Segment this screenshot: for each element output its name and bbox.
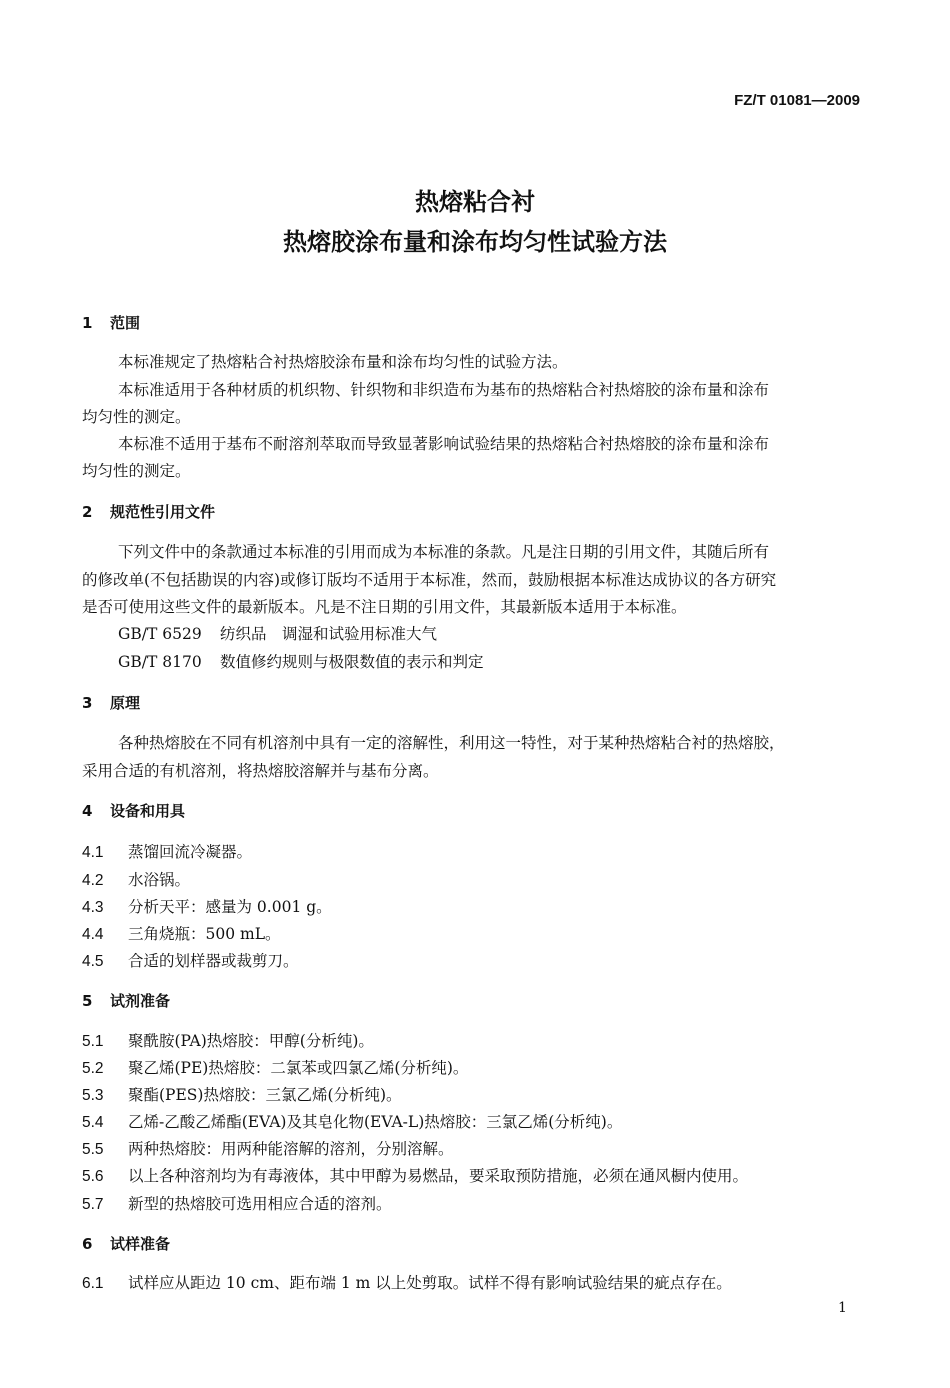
list-item — [82, 895, 332, 917]
list-item — [82, 1083, 402, 1105]
paragraph-continuation: 采用合适的有机溶剂，将热熔胶溶解并与基布分离。 — [82, 762, 439, 780]
list-item — [82, 1192, 392, 1214]
item-number: 4.1 — [82, 844, 104, 861]
section-heading-2 — [82, 501, 215, 522]
list-item — [82, 840, 252, 862]
section-number: 4 — [82, 802, 93, 820]
item-text: 以上各种溶剂均为有毒液体，其中甲醇为易燃品，要采取预防措施，必须在通风橱内使用。 — [128, 1167, 749, 1185]
list-item — [82, 1271, 732, 1293]
reference-code: GB/T 8170 — [118, 653, 202, 671]
item-text: 蒸馏回流冷凝器。 — [128, 843, 253, 861]
item-text: 乙烯-乙酸乙烯酯(EVA)及其皂化物(EVA-L)热熔胶：三氯乙烯(分析纯)。 — [128, 1113, 623, 1131]
section-heading-6 — [82, 1233, 170, 1254]
section-title: 规范性引用文件 — [110, 503, 216, 521]
list-item — [82, 1110, 622, 1132]
item-text: 合适的划样器或裁剪刀。 — [128, 952, 299, 970]
reference-title: 数值修约规则与极限数值的表示和判定 — [220, 653, 484, 671]
section-title: 试剂准备 — [110, 992, 171, 1010]
section-number: 1 — [82, 314, 93, 332]
section-number: 5 — [82, 992, 93, 1010]
item-number: 4.3 — [82, 899, 104, 916]
item-text: 聚酯(PES)热熔胶：三氯乙烯(分析纯)。 — [128, 1086, 402, 1104]
section-heading-5 — [82, 990, 170, 1011]
document-title-line2: 热熔胶涂布量和涂布均匀性试验方法 — [283, 228, 667, 256]
list-item — [82, 1137, 454, 1159]
standard-number: FZ/T 01081—2009 — [734, 92, 860, 109]
item-number: 5.7 — [82, 1196, 104, 1213]
item-text: 聚乙烯(PE)热熔胶：二氯苯或四氯乙烯(分析纯)。 — [128, 1059, 469, 1077]
section-number: 3 — [82, 694, 93, 712]
paragraph: 本标准适用于各种材质的机织物、针织物和非织造布为基布的热熔粘合衬热熔胶的涂布量和涂布 — [118, 381, 770, 399]
section-heading-4 — [82, 800, 185, 821]
section-title: 试样准备 — [110, 1235, 171, 1253]
item-number: 5.2 — [82, 1060, 104, 1077]
item-number: 4.5 — [82, 953, 104, 970]
list-item — [82, 949, 299, 971]
page-number: 1 — [838, 1300, 847, 1316]
paragraph: 下列文件中的条款通过本标准的引用而成为本标准的条款。凡是注日期的引用文件，其随后所有 — [118, 543, 770, 561]
item-number: 5.1 — [82, 1033, 104, 1050]
section-heading-3 — [82, 692, 140, 713]
item-number: 5.3 — [82, 1087, 104, 1104]
paragraph: 本标准规定了热熔粘合衬热熔胶涂布量和涂布均匀性的试验方法。 — [118, 353, 568, 371]
section-title: 原理 — [110, 694, 141, 712]
section-heading-1 — [82, 312, 140, 333]
item-number: 4.4 — [82, 926, 104, 943]
reference-code: GB/T 6529 — [118, 625, 202, 643]
paragraph: 本标准不适用于基布不耐溶剂萃取而导致显著影响试验结果的热熔粘合衬热熔胶的涂布量和涂布 — [118, 435, 770, 453]
item-text: 分析天平：感量为 0.001 g。 — [128, 898, 332, 916]
item-text: 新型的热熔胶可选用相应合适的溶剂。 — [128, 1195, 392, 1213]
list-item — [82, 868, 190, 890]
reference-item — [118, 650, 484, 672]
list-item — [82, 1029, 374, 1051]
section-number: 2 — [82, 503, 93, 521]
section-number: 6 — [82, 1235, 93, 1253]
list-item — [82, 922, 281, 944]
section-title: 设备和用具 — [110, 802, 186, 820]
item-number: 4.2 — [82, 872, 104, 889]
item-number: 6.1 — [82, 1275, 104, 1292]
reference-title: 纺织品 调湿和试验用标准大气 — [220, 625, 438, 643]
paragraph-continuation: 均匀性的测定。 — [82, 462, 191, 480]
item-number: 5.4 — [82, 1114, 104, 1131]
item-text: 水浴锅。 — [128, 871, 191, 889]
reference-item — [118, 622, 437, 644]
document-title-line1: 热熔粘合衬 — [415, 188, 535, 216]
list-item — [82, 1164, 748, 1186]
item-text: 三角烧瓶：500 mL。 — [128, 925, 281, 943]
item-number: 5.6 — [82, 1168, 104, 1185]
section-title: 范围 — [110, 314, 141, 332]
list-item — [82, 1056, 468, 1078]
paragraph-continuation: 是否可使用这些文件的最新版本。凡是不注日期的引用文件，其最新版本适用于本标准。 — [82, 598, 687, 616]
paragraph: 各种热熔胶在不同有机溶剂中具有一定的溶解性，利用这一特性，对于某种热熔粘合衬的热熔胶， — [118, 734, 785, 752]
paragraph-continuation: 的修改单(不包括勘误的内容)或修订版均不适用于本标准，然而，鼓励根据本标准达成协议的各方研究 — [82, 571, 777, 589]
item-text: 两种热熔胶：用两种能溶解的溶剂，分别溶解。 — [128, 1140, 454, 1158]
paragraph-continuation: 均匀性的测定。 — [82, 408, 191, 426]
item-number: 5.5 — [82, 1141, 104, 1158]
item-text: 聚酰胺(PA)热熔胶：甲醇(分析纯)。 — [128, 1032, 374, 1050]
item-text: 试样应从距边 10 cm、距布端 1 m 以上处剪取。试样不得有影响试验结果的疵点存在。 — [128, 1274, 732, 1292]
